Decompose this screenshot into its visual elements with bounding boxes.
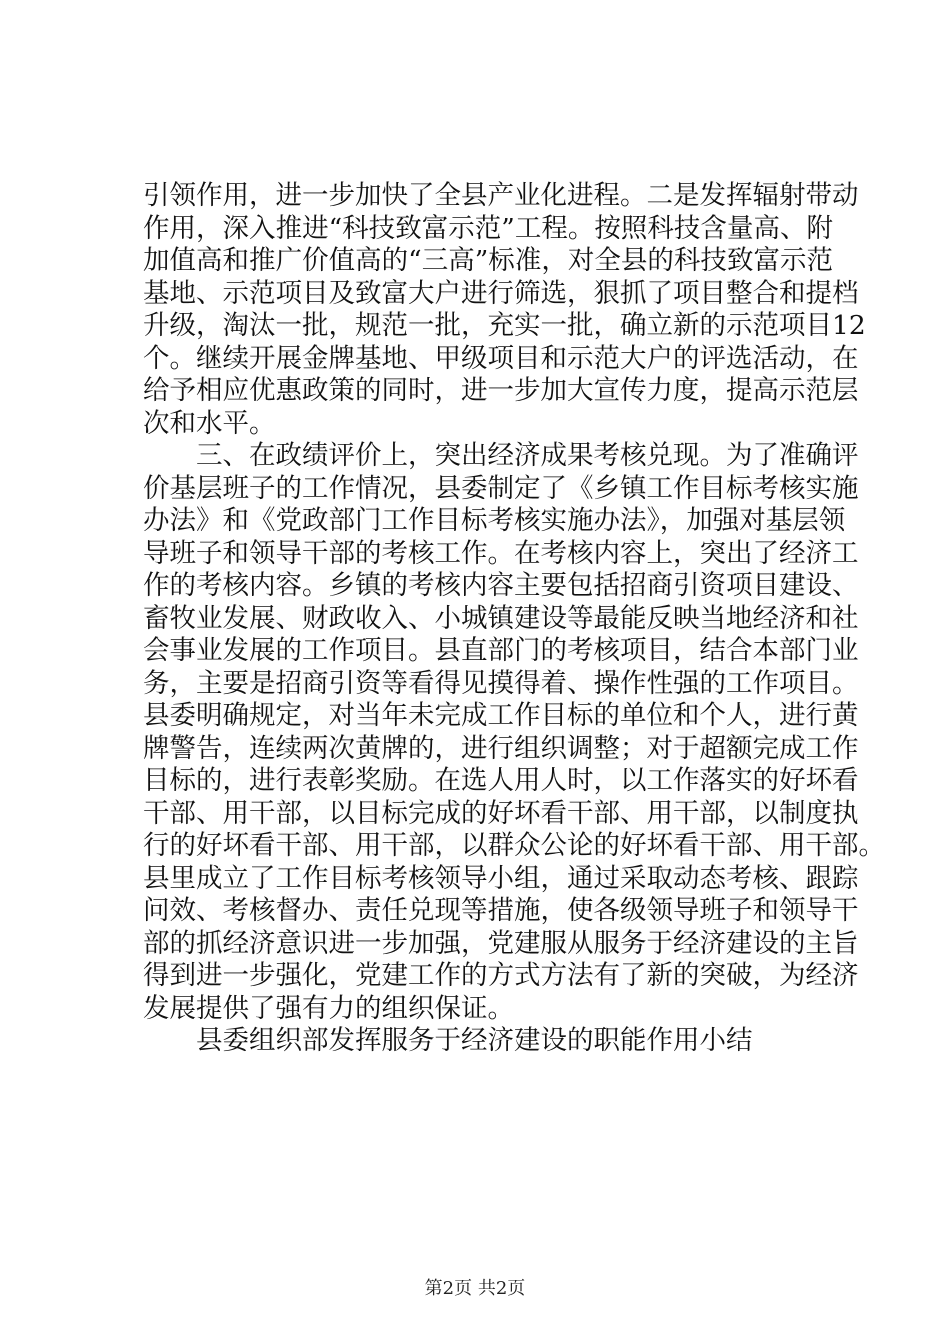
text-line: 县里成立了工作目标考核领导小组，通过采取动态考核、跟踪 — [143, 862, 859, 894]
text-line: 目标的，进行表彰奖励。在选人用人时，以工作落实的好坏看 — [143, 765, 859, 796]
text-line: 干部、用干部，以目标完成的好坏看干部、用干部，以制度执 — [143, 797, 859, 829]
text-line: 作的考核内容。乡镇的考核内容主要包括招商引资项目建设、 — [143, 570, 859, 601]
text-line: 导班子和领导干部的考核工作。在考核内容上，突出了经济工 — [143, 537, 859, 569]
text-line: 畜牧业发展、财政收入、小城镇建设等最能反映当地经济和社 — [143, 602, 859, 634]
text-line: 价基层班子的工作情况，县委制定了《乡镇工作目标考核实施 — [143, 472, 859, 504]
text-line: 牌警告，连续两次黄牌的，进行组织调整；对于超额完成工作 — [143, 732, 859, 764]
text-line: 基地、示范项目及致富大户进行筛选，狠抓了项目整合和提档 — [143, 277, 859, 309]
text-line: 作用，深入推进“科技致富示范”工程。按照科技含量高、附 — [143, 212, 833, 244]
text-line: 得到进一步强化，党建工作的方式方法有了新的突破，为经济 — [143, 960, 859, 991]
text-line: 行的好坏看干部、用干部，以群众公论的好坏看干部、用干部。 — [143, 830, 885, 861]
text-line: 问效、考核督办、责任兑现等措施，使各级领导班子和领导干 — [143, 895, 859, 926]
text-line: 升级，淘汰一批，规范一批，充实一批，确立新的示范项目12 — [143, 310, 866, 341]
text-line: 发展提供了强有力的组织保证。 — [143, 992, 514, 1024]
text-line: 县委明确规定，对当年未完成工作目标的单位和个人，进行黄 — [143, 700, 859, 731]
page-number-footer: 第2页 共2页 — [424, 1278, 526, 1299]
section-heading-line: 三、在政绩评价上，突出经济成果考核兑现。为了准确评 — [196, 440, 859, 471]
text-line: 个。继续开展金牌基地、甲级项目和示范大户的评选活动，在 — [143, 342, 859, 374]
document-body — [143, 180, 885, 1058]
text-line: 次和水平。 — [143, 407, 276, 439]
text-line: 加值高和推广价值高的“三高”标准，对全县的科技致富示范 — [143, 245, 833, 276]
text-line: 办法》和《党政部门工作目标考核实施办法》，加强对基层领 — [143, 505, 846, 536]
text-line: 引领作用，进一步加快了全县产业化进程。二是发挥辐射带动 — [143, 180, 859, 211]
text-line: 给予相应优惠政策的同时，进一步加大宣传力度，提高示范层 — [143, 375, 859, 406]
document-title-line: 县委组织部发挥服务于经济建设的职能作用小结 — [196, 1025, 753, 1056]
text-line: 会事业发展的工作项目。县直部门的考核项目，结合本部门业 — [143, 635, 859, 666]
text-line: 务，主要是招商引资等看得见摸得着、操作性强的工作项目。 — [143, 667, 859, 699]
text-line: 部的抓经济意识进一步加强，党建服从服务于经济建设的主旨 — [143, 927, 859, 959]
